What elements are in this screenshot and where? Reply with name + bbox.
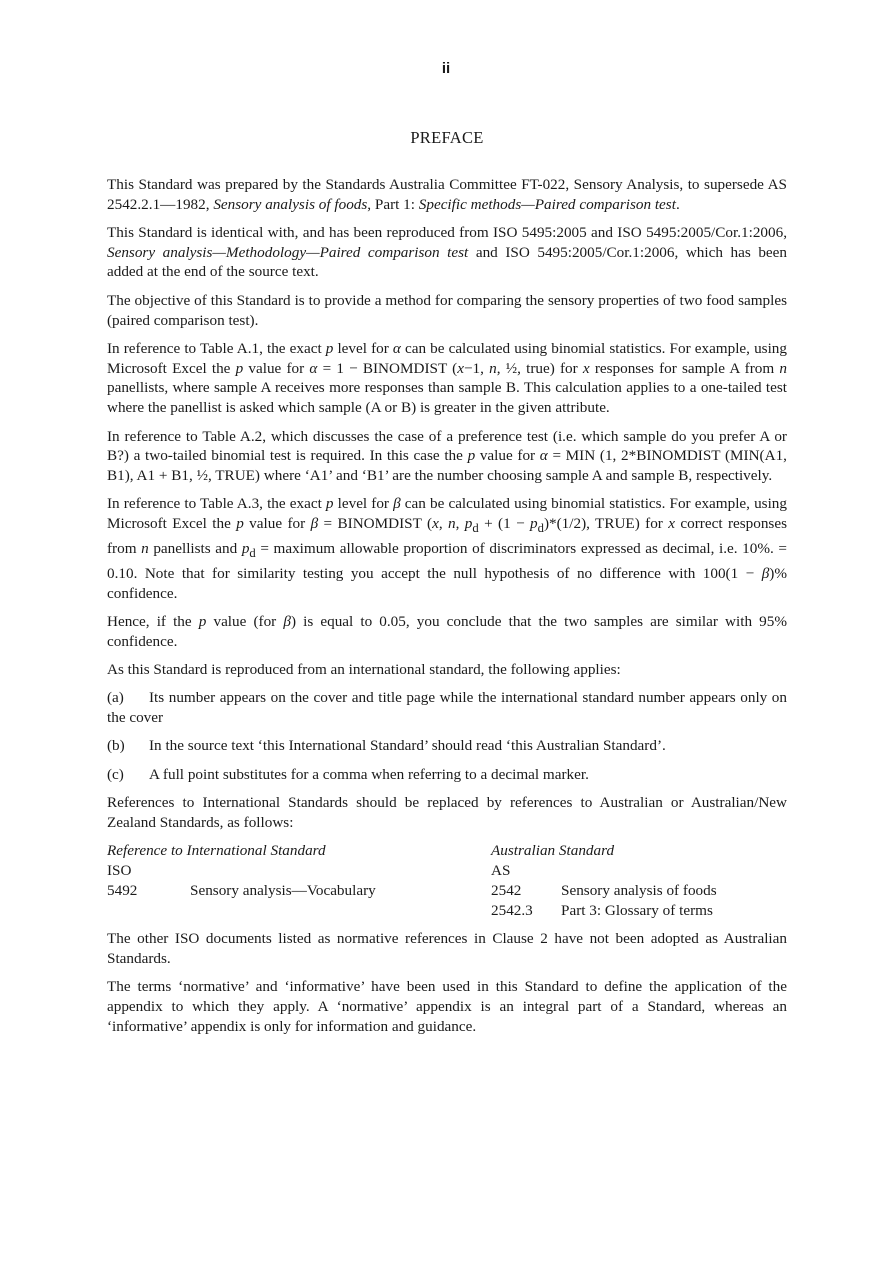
text-run-italic: p bbox=[241, 540, 250, 558]
paragraph-references: References to International Standards should be replaced by references to Australian or Australian/New Zealand Standards, as follows: bbox=[107, 794, 787, 831]
text-run-subscript: d bbox=[537, 521, 544, 536]
text-run-subscript: d bbox=[472, 521, 479, 536]
text-run-italic: β bbox=[393, 495, 401, 513]
text-run-italic: α bbox=[309, 359, 318, 377]
text-run-italic: α bbox=[392, 339, 401, 357]
list-text: A full point substitutes for a comma when referring to a decimal marker. bbox=[149, 765, 589, 783]
iso-number bbox=[107, 901, 190, 921]
text-run-subscript: d bbox=[249, 546, 256, 561]
paragraph-applies: As this Standard is reproduced from an international standard, the following applies: bbox=[107, 661, 621, 679]
reference-table-org-row bbox=[107, 861, 787, 881]
text-run: This Standard is identical with, and has been reproduced from ISO 5495:2005 and ISO 5495:2005/Cor.1:2006, bbox=[107, 223, 787, 241]
text-run: This Standard was prepared by the Standards Australia Committee FT-022, Sensory Analysis, to supersede AS 2542.2.1—1982, bbox=[107, 175, 787, 213]
right-org: AS bbox=[491, 861, 511, 879]
text-run-italic: p bbox=[530, 515, 538, 533]
text-run-italic: β bbox=[310, 515, 319, 533]
text-run-italic: p bbox=[325, 339, 334, 357]
document-body bbox=[107, 128, 787, 1045]
text-run: , ½, true) for bbox=[496, 359, 583, 377]
text-run-italic: n bbox=[489, 359, 497, 377]
text-run-italic: Sensory analysis—Methodology—Paired comparison test bbox=[107, 243, 469, 261]
iso-number: 5492 bbox=[107, 881, 138, 899]
text-run-italic: p bbox=[467, 447, 476, 465]
text-run: panellists, where sample A receives more responses than sample B. This calculation applies to a one-tailed test where the panellist is asked which sample (A or B) is greater in the given attribute. bbox=[107, 379, 787, 417]
text-run: . bbox=[675, 195, 680, 213]
text-run: and ISO 5495:2005/Cor.1:2006, which has been added at the end of the source text. bbox=[107, 243, 787, 281]
paragraph-normative: The terms ‘normative’ and ‘informative’ have been used in this Standard to define the application of the appendix to which they apply. A ‘normative’ appendix is an integral part of a Standard, whereas an ‘informative’ appendix is only for information and guidance. bbox=[107, 978, 787, 1036]
paragraph-other-iso: The other ISO documents listed as normative references in Clause 2 have not been adopted as Australian Standards. bbox=[107, 930, 787, 968]
text-run: panellists and bbox=[148, 540, 242, 558]
text-run: Hence, if the bbox=[107, 613, 199, 630]
text-run: = BINOMDIST ( bbox=[318, 515, 433, 533]
text-run: , bbox=[455, 515, 465, 533]
paragraph-table-a1 bbox=[107, 339, 787, 418]
text-run-italic: p bbox=[464, 515, 473, 533]
list-item-a bbox=[107, 688, 787, 728]
list-marker: (c) bbox=[107, 765, 124, 783]
page-number: ii bbox=[441, 60, 451, 77]
as-number: 2542.3 bbox=[491, 901, 533, 919]
text-run-italic: p bbox=[198, 613, 207, 630]
text-run-italic: n bbox=[779, 359, 787, 377]
reference-table-header bbox=[107, 841, 787, 861]
text-run: = MIN (1, 2*BINOMDIST (MIN(A1, B1), A1 + B1, ½, TRUE) where ‘A1’ and ‘B1’ are the number choosing sample A and sample B, respectively. bbox=[107, 447, 787, 485]
text-run: −1, bbox=[463, 359, 490, 377]
text-run: In reference to Table A.1, the exact bbox=[107, 339, 326, 357]
text-run-italic: n bbox=[448, 515, 456, 533]
text-run: value for bbox=[475, 447, 540, 465]
text-run: value for bbox=[243, 359, 310, 377]
as-number: 2542 bbox=[491, 881, 522, 899]
text-run-italic: x bbox=[582, 359, 590, 377]
list-marker: (a) bbox=[107, 689, 124, 707]
text-run: can be calculated using binomial statistics. For example, using Microsoft Excel the bbox=[107, 495, 787, 533]
text-run: level for bbox=[333, 495, 394, 513]
list-marker: (b) bbox=[107, 737, 125, 755]
text-run: value for bbox=[243, 515, 311, 533]
text-run: )*(1/2), TRUE) for bbox=[543, 515, 669, 533]
text-run: , Part 1: bbox=[367, 195, 419, 213]
text-run: value (for bbox=[206, 613, 284, 630]
text-run: can be calculated using binomial statistics. For example, using Microsoft Excel the bbox=[107, 339, 787, 377]
paragraph-table-a3 bbox=[107, 494, 787, 603]
left-org: ISO bbox=[107, 861, 132, 879]
iso-title bbox=[190, 901, 491, 921]
list-text: In the source text ‘this International Standard’ should read ‘this Australian Standard’. bbox=[149, 737, 666, 755]
paragraph-identical bbox=[107, 223, 787, 282]
text-run-italic: x bbox=[432, 515, 439, 533]
list-item-c bbox=[107, 765, 787, 785]
iso-title: Sensory analysis—Vocabulary bbox=[190, 881, 376, 899]
list-item-b bbox=[107, 736, 787, 756]
text-run: = maximum allowable proportion of discriminators expressed as decimal, i.e. 10%. = 0.10. Note that for similarity testing you accept the null hypothesis of no difference with 100(1 − bbox=[107, 540, 787, 582]
reference-table bbox=[107, 841, 787, 920]
text-run-italic: p bbox=[235, 359, 244, 377]
left-heading: Reference to International Standard bbox=[107, 842, 326, 860]
text-run-italic: x bbox=[457, 359, 464, 377]
text-run: ) is equal to 0.05, you conclude that the two samples are similar with 95% confidence. bbox=[107, 613, 787, 650]
list-text: Its number appears on the cover and title page while the international standard number appears only on the cover bbox=[107, 689, 787, 727]
text-run: = 1 − BINOMDIST ( bbox=[317, 359, 458, 377]
text-run: In reference to Table A.3, the exact bbox=[107, 495, 326, 513]
text-run: )% confidence. bbox=[107, 564, 787, 602]
as-title: Sensory analysis of foods bbox=[561, 881, 717, 899]
text-run-italic: p bbox=[236, 515, 244, 533]
paragraph-hence bbox=[107, 612, 787, 652]
text-run: In reference to Table A.2, which discusses the case of a preference test (i.e. which sample do you prefer A or B?) a two-tailed binomial test is required. In this case the bbox=[107, 427, 787, 465]
text-run: responses for sample A from bbox=[589, 359, 780, 377]
text-run-italic: β bbox=[761, 564, 770, 582]
table-row bbox=[107, 881, 787, 901]
paragraph-objective: The objective of this Standard is to provide a method for comparing the sensory properties of two food samples (paired comparison test). bbox=[107, 291, 787, 329]
page-title: PREFACE bbox=[410, 128, 484, 147]
text-run-italic: α bbox=[539, 447, 548, 465]
right-heading: Australian Standard bbox=[491, 842, 615, 860]
text-run: + (1 − bbox=[478, 515, 531, 533]
paragraph-table-a2 bbox=[107, 427, 787, 486]
text-run-italic: Sensory analysis of foods bbox=[213, 195, 368, 213]
text-run: level for bbox=[333, 339, 393, 357]
as-title: Part 3: Glossary of terms bbox=[561, 901, 713, 919]
text-run: , bbox=[438, 515, 448, 533]
text-run-italic: Specific methods—Paired comparison test bbox=[418, 195, 676, 213]
text-run: correct responses from bbox=[107, 515, 787, 558]
table-row bbox=[107, 901, 787, 921]
text-run-italic: p bbox=[325, 495, 334, 513]
text-run-italic: β bbox=[283, 613, 291, 630]
text-run-italic: x bbox=[668, 515, 676, 533]
paragraph-committee bbox=[107, 175, 787, 215]
text-run-italic: n bbox=[141, 540, 149, 558]
